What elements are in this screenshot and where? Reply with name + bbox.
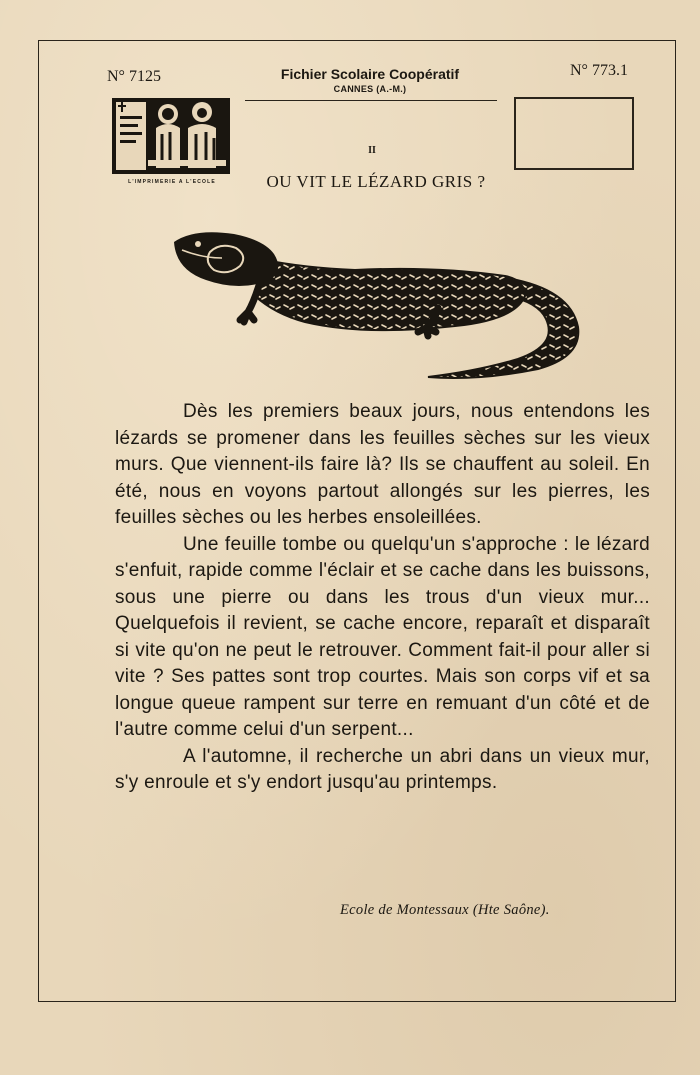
lizard-icon bbox=[170, 222, 585, 382]
logo-caption: L'IMPRIMERIE A L'ECOLE bbox=[128, 179, 216, 185]
header-title: Fichier Scolaire Coopératif bbox=[280, 66, 460, 82]
paragraph-1: Dès les premiers beaux jours, nous entendons les lézards se promener dans les feuilles sèches sur les vieux murs. Que viennent-ils faire là? Ils se chauffent au soleil. En été, nous en voyons partout allongés sur les pierres, les feuilles sèches ou les herbes ensoleillées. bbox=[115, 401, 650, 528]
card-number-right: N° 773.1 bbox=[570, 62, 628, 79]
header-rule bbox=[245, 100, 497, 101]
paragraph-2: Une feuille tombe ou quelqu'un s'approche : le lézard s'enfuit, rapide comme l'éclair et se cache dans les buissons, sous une pierre ou dans les trous d'un vieux mur... Quelquefois il revient, se cache encore, reparaît et disparaît si vite qu'on ne peut le retrouver. Comment fait-il pour aller si vite ? Ses pattes sont trop courtes. Mais son corps vif et sa longue queue rampent sur terre en remuant d'un côté et de l'autre comme celui d'un serpent... bbox=[115, 533, 650, 740]
header-subtitle: CANNES (A.-M.) bbox=[333, 84, 407, 94]
paragraph-3: A l'automne, il recherche un abri dans un vieux mur, s'y enroule et s'y endort jusqu'au printemps. bbox=[115, 745, 650, 793]
card-number-left: N° 7125 bbox=[107, 68, 161, 85]
body-text bbox=[115, 399, 650, 797]
classification-box bbox=[514, 97, 634, 170]
printing-press-logo-icon bbox=[112, 98, 230, 174]
section-number: II bbox=[368, 145, 376, 156]
signature: Ecole de Montessaux (Hte Saône). bbox=[340, 902, 550, 918]
card-title: OU VIT LE LÉZARD GRIS ? bbox=[266, 172, 486, 191]
